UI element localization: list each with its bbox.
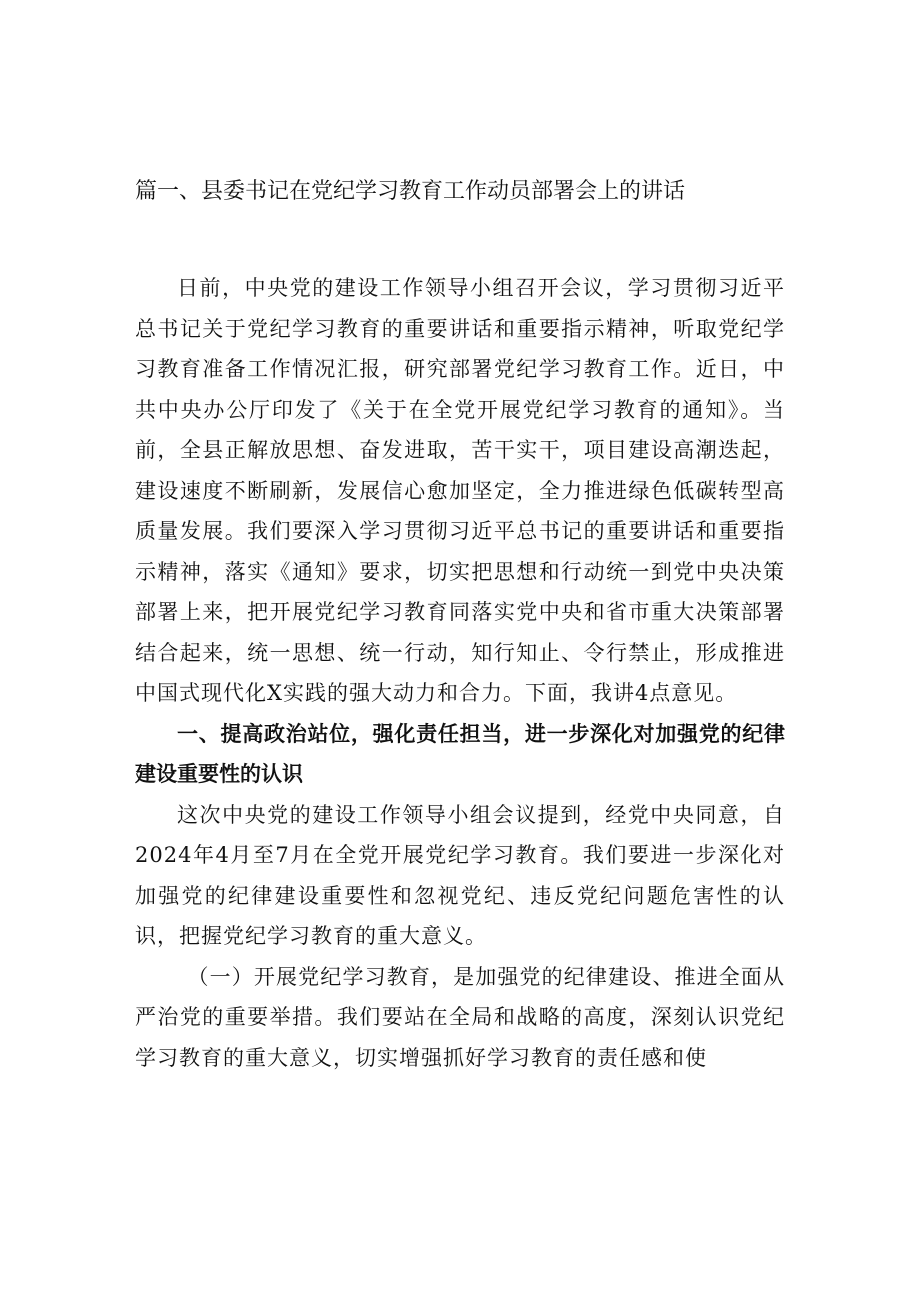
document-body	[135, 268, 785, 1078]
section-heading: 一、提高政治站位，强化责任担当，进一步深化对加强党的纪律建设重要性的认识	[135, 721, 785, 786]
subsection-paragraph: （一）开展党纪学习教育，是加强党的纪律建设、推进全面从严治党的重要举措。我们要站在全局和战略的高度，深刻认识党纪学习教育的重大意义，切实增强抓好学习教育的责任感和使	[135, 964, 785, 1070]
intro-paragraph: 日前，中央党的建设工作领导小组召开会议，学习贯彻习近平总书记关于党纪学习教育的重要讲话和重要指示精神，听取党纪学习教育准备工作情况汇报，研究部署党纪学习教育工作。近日，中共中央办公厅印发了《关于在全党开展党纪学习教育的通知》。当前，全县正解放思想、奋发进取，苦干实干，项目建设高潮迭起，建设速度不断刷新，发展信心愈加坚定，全力推进绿色低碳转型高质量发展。我们要深入学习贯彻习近平总书记的重要讲话和重要指示精神，落实《通知》要求，切实把思想和行动统一到党中央决策部署上来，把开展党纪学习教育同落实党中央和省市重大决策部署结合起来，统一思想、统一行动，知行知止、令行禁止，形成推进中国式现代化X实践的强大动力和合力。下面，我讲4点意见。	[135, 276, 785, 705]
section-paragraph: 这次中央党的建设工作领导小组会议提到，经党中央同意，自2024年4月至7月在全党开展党纪学习教育。我们要进一步深化对加强党的纪律建设重要性和忽视党纪、违反党纪问题危害性的认识，把握党纪学习教育的重大意义。	[135, 802, 785, 948]
document-title: 篇一、县委书记在党纪学习教育工作动员部署会上的讲话	[135, 179, 686, 204]
